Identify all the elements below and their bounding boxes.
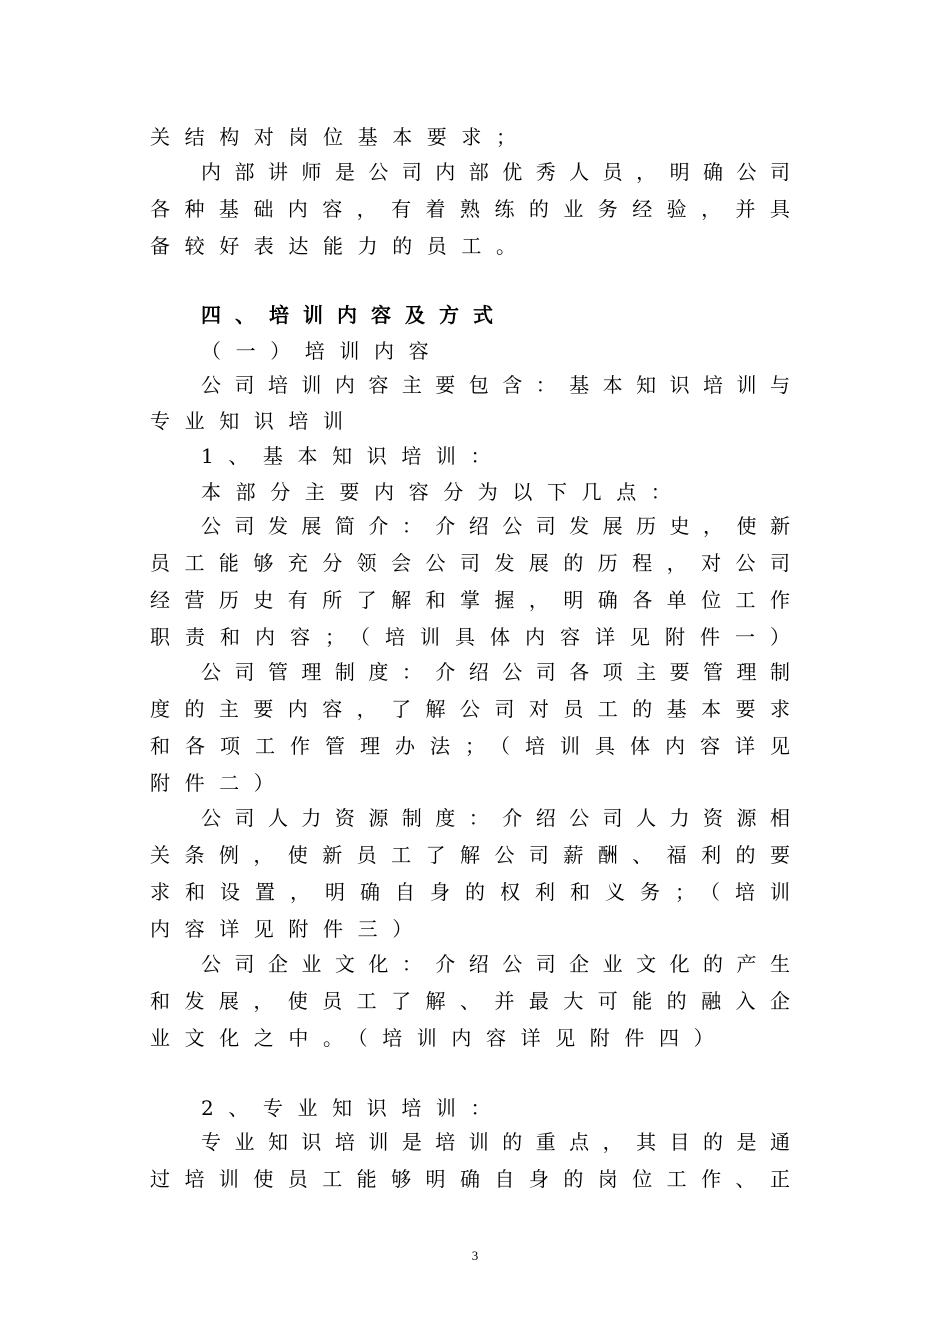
body-text-line: 关结构对岗位基本要求； (150, 125, 531, 149)
page-number: 3 (471, 1248, 479, 1263)
body-text-line: 公司人力资源制度：介绍公司人力资源相 (201, 806, 790, 830)
body-text-line: 备较好表达能力的员工。 (150, 234, 531, 258)
body-text-line: 求和设置，明确自身的权利和义务；（培训 (150, 880, 790, 904)
list-item-heading: 1、基本知识培训： (201, 444, 506, 468)
section-heading: 四、培训内容及方式 (201, 303, 507, 327)
body-text-line: 和各项工作管理办法；（培训具体内容详见 (150, 734, 790, 758)
body-text-line: 专业知识培训 (150, 409, 358, 433)
subsection-heading: （一）培训内容 (201, 339, 444, 363)
body-text-line: 各种基础内容，有着熟练的业务经验，并具 (150, 197, 790, 221)
body-text-line: 附件二） (150, 771, 289, 795)
body-text-line: 关条例，使新员工了解公司薪酬、福利的要 (150, 843, 790, 867)
body-text-line: 公司发展简介：介绍公司发展历史，使新 (201, 514, 790, 538)
body-text-line: 公司培训内容主要包含：基本知识培训与 (201, 373, 790, 397)
body-text-line: 过培训使员工能够明确自身的岗位工作、正 (150, 1167, 790, 1191)
body-text-line: 员工能够充分领会公司发展的历程，对公司 (150, 551, 790, 575)
body-text-line: 和发展，使员工了解、并最大可能的融入企 (150, 989, 790, 1013)
body-text-line: 经营历史有所了解和掌握，明确各单位工作 (150, 588, 790, 612)
body-text-line: 度的主要内容，了解公司对员工的基本要求 (150, 697, 790, 721)
body-text-line: 内容详见附件三） (150, 917, 427, 941)
body-text-line: 业文化之中。（培训内容详见附件四） (150, 1026, 729, 1050)
body-text-line: 公司管理制度：介绍公司各项主要管理制 (201, 660, 790, 684)
body-text-line: 本部分主要内容分为以下几点： (201, 480, 686, 504)
body-text-line: 公司企业文化：介绍公司企业文化的产生 (201, 952, 790, 976)
body-text-line: 职责和内容；（培训具体内容详见附件一） (150, 625, 790, 649)
body-text-line: 专业知识培训是培训的重点，其目的是通 (201, 1130, 790, 1154)
body-text-line: 内部讲师是公司内部优秀人员，明确公司 (201, 160, 790, 184)
list-item-heading: 2、专业知识培训： (201, 1096, 506, 1120)
